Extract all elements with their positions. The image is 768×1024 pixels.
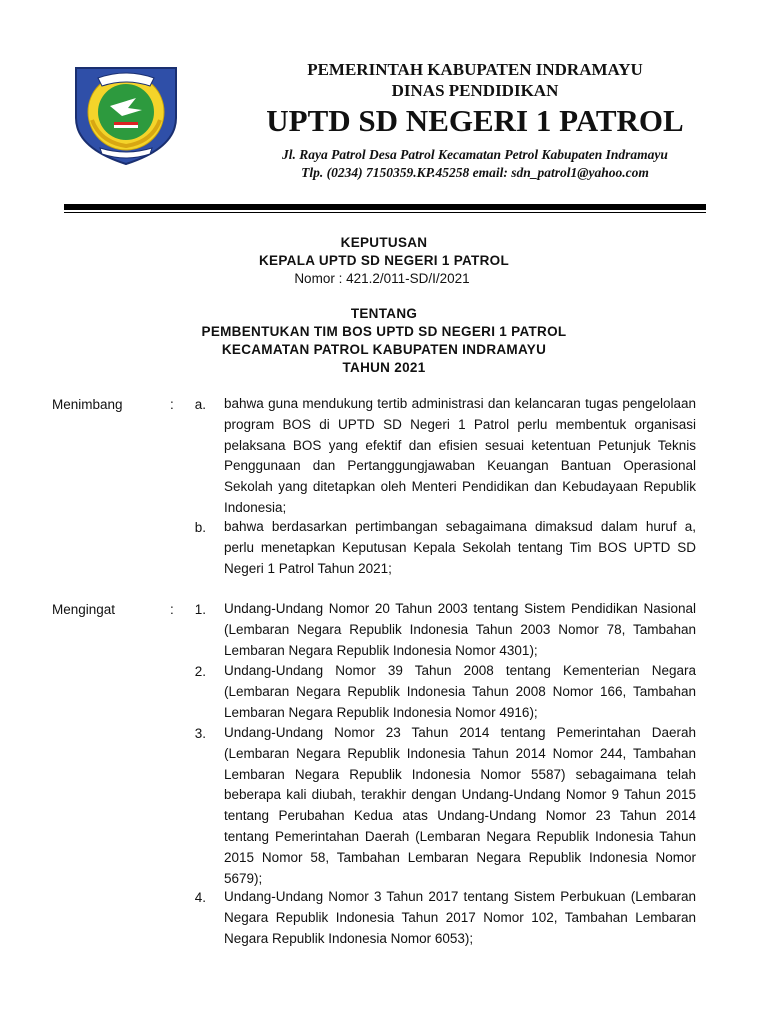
decree-heading: KEPUTUSAN <box>340 235 428 250</box>
mengingat-label: Mengingat <box>52 602 116 617</box>
decree-subject-line1: PEMBENTUKAN TIM BOS UPTD SD NEGERI 1 PATROL <box>201 324 567 339</box>
mengingat-item-marker: 4. <box>194 890 206 905</box>
letterhead-contact: Tlp. (0234) 7150359.KP.45258 email: sdn_patrol1@yahoo.com <box>301 165 649 180</box>
letterhead-divider-thick <box>64 204 706 210</box>
mengingat-item-text: Undang-Undang Nomor 23 Tahun 2014 tentang Pemerintahan Daerah (Lembaran Negara Republik Indonesia Tahun 2014 Nomor 244, Tambahan Lembaran Negara Republik Indonesia Nomor 5587) sebagaimana telah beberapa kali diubah, terakhir dengan Undang-Undang Nomor 9 Tahun 2015 tentang Perubahan Kedua atas Undang-Undang Nomor 23 Tahun 2014 tentang Pemerintahan Daerah (Lembaran Negara Republik Indonesia Tahun 2015 Nomor 58, Tambahan Lembaran Negara Republik Indonesia Nomor 5679); <box>224 725 696 886</box>
decree-issuer: KEPALA UPTD SD NEGERI 1 PATROL <box>258 253 509 268</box>
menimbang-item-text: bahwa guna mendukung tertib administrasi dan kelancaran tugas pengelolaan program BOS di UPTD SD Negeri 1 Patrol perlu membentuk organisasi pelaksana BOS yang efektif dan efisien sesuai ketentuan Petunjuk Teknis Penggunaan dan Pertanggungjawaban Keuangan Bantuan Operasional Sekolah yang ditetapkan oleh Menteri Pendidikan dan Kebudayaan Republik Indonesia; <box>224 396 696 515</box>
letterhead-divider-thin <box>64 212 706 213</box>
menimbang-item-marker: a. <box>194 397 206 412</box>
indramayu-emblem-logo <box>70 60 182 166</box>
decree-subject-line2: KECAMATAN PATROL KABUPATEN INDRAMAYU <box>221 342 547 357</box>
letterhead-government: PEMERINTAH KABUPATEN INDRAMAYU <box>307 60 643 79</box>
mengingat-item-marker: 1. <box>194 602 206 617</box>
mengingat-colon: : <box>170 602 174 617</box>
menimbang-label: Menimbang <box>52 397 123 412</box>
mengingat-item-marker: 3. <box>194 726 206 741</box>
letterhead-school-name: UPTD SD NEGERI 1 PATROL <box>266 103 684 138</box>
letterhead-department: DINAS PENDIDIKAN <box>391 81 559 100</box>
decree-about: TENTANG <box>350 306 418 321</box>
mengingat-item-marker: 2. <box>194 664 206 679</box>
menimbang-colon: : <box>170 397 174 412</box>
mengingat-item-text: Undang-Undang Nomor 39 Tahun 2008 tentang Kementerian Negara (Lembaran Negara Republik Indonesia Tahun 2008 Nomor 166, Tambahan Lembaran Negara Republik Indonesia Nomor 4916); <box>224 663 696 720</box>
decree-year: TAHUN 2021 <box>342 360 426 375</box>
menimbang-item-marker: b. <box>194 520 206 535</box>
decree-number: Nomor : 421.2/011-SD/I/2021 <box>294 271 470 286</box>
menimbang-item-text: bahwa berdasarkan pertimbangan sebagaimana dimaksud dalam huruf a, perlu menetapkan Keputusan Kepala Sekolah tentang Tim BOS UPTD SD Negeri 1 Patrol Tahun 2021; <box>224 519 696 576</box>
letterhead-address: Jl. Raya Patrol Desa Patrol Kecamatan Petrol Kabupaten Indramayu <box>282 147 668 162</box>
mengingat-item-text: Undang-Undang Nomor 3 Tahun 2017 tentang Sistem Perbukuan (Lembaran Negara Republik Indonesia Tahun 2017 Nomor 102, Tambahan Lembaran Negara Republik Indonesia Nomor 6053); <box>224 889 696 946</box>
mengingat-item-text: Undang-Undang Nomor 20 Tahun 2003 tentang Sistem Pendidikan Nasional (Lembaran Negara Republik Indonesia Tahun 2003 Nomor 78, Tambahan Lembaran Negara Republik Indonesia Nomor 4301); <box>224 601 696 658</box>
